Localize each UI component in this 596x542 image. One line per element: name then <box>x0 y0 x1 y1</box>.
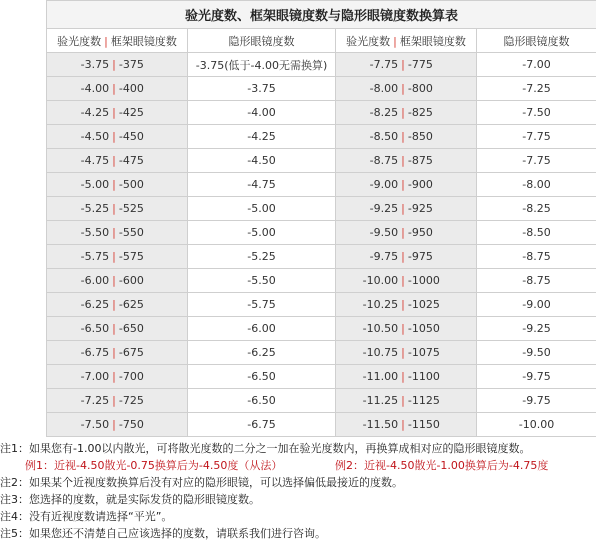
contact-value-left: -3.75 <box>188 77 336 101</box>
separator-bar: | <box>109 202 119 215</box>
frame-value: -925 <box>408 202 452 215</box>
sph-value: -8.25 <box>360 106 398 119</box>
sph-frame-cell-right <box>336 389 477 413</box>
contact-value-right: -7.00 <box>477 53 596 77</box>
sph-value: -7.25 <box>75 394 109 407</box>
sph-frame-cell-left <box>47 173 188 197</box>
separator-bar: | <box>390 35 400 48</box>
separator-bar: | <box>398 106 408 119</box>
table-row <box>47 365 596 389</box>
separator-bar: | <box>398 394 408 407</box>
sph-frame-cell-left <box>47 389 188 413</box>
contact-value-right: -8.75 <box>477 245 596 269</box>
contact-value-right: -8.00 <box>477 173 596 197</box>
table-row <box>47 173 596 197</box>
sph-frame-cell-right <box>336 341 477 365</box>
contact-value-left: -6.75 <box>188 413 336 437</box>
separator-bar: | <box>398 298 408 311</box>
frame-value: -1150 <box>408 418 452 431</box>
separator-bar: | <box>109 106 119 119</box>
contact-value-right: -10.00 <box>477 413 596 437</box>
table-row <box>47 149 596 173</box>
sph-frame-cell-right <box>336 173 477 197</box>
header-frame-label: 框架眼镜度数 <box>400 35 466 48</box>
contact-value-right: -7.75 <box>477 149 596 173</box>
table-row <box>47 269 596 293</box>
sph-frame-cell-left <box>47 365 188 389</box>
sph-value: -10.75 <box>360 346 398 359</box>
separator-bar: | <box>109 418 119 431</box>
separator-bar: | <box>109 250 119 263</box>
separator-bar: | <box>398 274 408 287</box>
note-5: 注5：如果您还不清楚自己应该选择的度数，请联系我们进行咨询。 <box>0 525 596 542</box>
separator-bar: | <box>109 178 119 191</box>
separator-bar: | <box>398 226 408 239</box>
table-row <box>47 317 596 341</box>
sph-value: -9.25 <box>360 202 398 215</box>
frame-value: -1000 <box>408 274 452 287</box>
sph-frame-cell-right <box>336 53 477 77</box>
contact-value-right: -9.75 <box>477 389 596 413</box>
contact-value-right: -8.50 <box>477 221 596 245</box>
sph-frame-cell-right <box>336 413 477 437</box>
contact-value-right: -7.75 <box>477 125 596 149</box>
header-sph-label: 验光度数 <box>346 35 390 48</box>
frame-value: -425 <box>119 106 159 119</box>
sph-value: -4.25 <box>75 106 109 119</box>
contact-value-left: -5.00 <box>188 221 336 245</box>
header-contact-right: 隐形眼镜度数 <box>477 29 596 53</box>
sph-frame-cell-right <box>336 269 477 293</box>
frame-value: -975 <box>408 250 452 263</box>
note-2: 注2：如果某个近视度数换算后没有对应的隐形眼镜，可以选择偏低最接近的度数。 <box>0 474 596 491</box>
frame-value: -1025 <box>408 298 452 311</box>
sph-value: -5.75 <box>75 250 109 263</box>
conversion-table-container <box>46 0 596 437</box>
frame-value: -875 <box>408 154 452 167</box>
sph-value: -9.00 <box>360 178 398 191</box>
table-row <box>47 101 596 125</box>
table-row <box>47 293 596 317</box>
separator-bar: | <box>398 322 408 335</box>
header-contact-left: 隐形眼镜度数 <box>188 29 336 53</box>
frame-value: -600 <box>119 274 159 287</box>
separator-bar: | <box>109 154 119 167</box>
example-2: 例2：近视-4.50散光-1.00换算后为-4.75度 <box>335 457 548 474</box>
frame-value: -525 <box>119 202 159 215</box>
frame-value: -850 <box>408 130 452 143</box>
separator-bar: | <box>398 130 408 143</box>
frame-value: -650 <box>119 322 159 335</box>
sph-value: -7.75 <box>360 58 398 71</box>
example-1: 例1：近视-4.50散光-0.75换算后为-4.50度（从法） <box>25 457 335 474</box>
frame-value: -725 <box>119 394 159 407</box>
contact-value-left: -4.00 <box>188 101 336 125</box>
sph-value: -8.75 <box>360 154 398 167</box>
separator-bar: | <box>101 35 111 48</box>
contact-value-left: -3.75(低于-4.00无需换算) <box>188 53 336 77</box>
table-row <box>47 125 596 149</box>
contact-value-left: -5.25 <box>188 245 336 269</box>
sph-frame-cell-right <box>336 77 477 101</box>
table-row <box>47 197 596 221</box>
sph-frame-cell-right <box>336 125 477 149</box>
sph-value: -10.25 <box>360 298 398 311</box>
sph-value: -9.75 <box>360 250 398 263</box>
table-row <box>47 341 596 365</box>
separator-bar: | <box>398 370 408 383</box>
sph-frame-cell-left <box>47 53 188 77</box>
contact-value-right: -8.75 <box>477 269 596 293</box>
table-row <box>47 221 596 245</box>
frame-value: -700 <box>119 370 159 383</box>
separator-bar: | <box>109 58 119 71</box>
contact-value-right: -9.00 <box>477 293 596 317</box>
sph-frame-cell-left <box>47 293 188 317</box>
frame-value: -575 <box>119 250 159 263</box>
separator-bar: | <box>398 178 408 191</box>
sph-value: -4.75 <box>75 154 109 167</box>
separator-bar: | <box>398 154 408 167</box>
frame-value: -950 <box>408 226 452 239</box>
separator-bar: | <box>398 346 408 359</box>
sph-value: -5.25 <box>75 202 109 215</box>
sph-frame-cell-right <box>336 221 477 245</box>
sph-frame-cell-left <box>47 269 188 293</box>
separator-bar: | <box>109 322 119 335</box>
sph-value: -10.00 <box>360 274 398 287</box>
separator-bar: | <box>109 82 119 95</box>
sph-value: -6.75 <box>75 346 109 359</box>
separator-bar: | <box>109 226 119 239</box>
sph-frame-cell-right <box>336 245 477 269</box>
sph-value: -10.50 <box>360 322 398 335</box>
note-3: 注3：您选择的度数，就是实际发货的隐形眼镜度数。 <box>0 491 596 508</box>
sph-value: -3.75 <box>75 58 109 71</box>
frame-value: -675 <box>119 346 159 359</box>
sph-value: -9.50 <box>360 226 398 239</box>
contact-value-left: -5.75 <box>188 293 336 317</box>
separator-bar: | <box>398 202 408 215</box>
table-row <box>47 53 596 77</box>
sph-frame-cell-left <box>47 125 188 149</box>
sph-value: -8.00 <box>360 82 398 95</box>
contact-value-left: -4.75 <box>188 173 336 197</box>
sph-frame-cell-right <box>336 197 477 221</box>
sph-frame-cell-left <box>47 149 188 173</box>
note-1: 注1：如果您有-1.00以内散光，可将散光度数的二分之一加在验光度数内，再换算成相对应的隐形眼镜度数。 <box>0 440 596 457</box>
contact-value-right: -7.50 <box>477 101 596 125</box>
separator-bar: | <box>109 370 119 383</box>
table-row <box>47 413 596 437</box>
sph-value: -11.50 <box>360 418 398 431</box>
table-row <box>47 245 596 269</box>
frame-value: -1050 <box>408 322 452 335</box>
sph-frame-cell-right <box>336 317 477 341</box>
notes-section <box>0 440 596 542</box>
header-sph-frame-right <box>336 29 477 53</box>
contact-value-right: -9.75 <box>477 365 596 389</box>
frame-value: -900 <box>408 178 452 191</box>
separator-bar: | <box>398 58 408 71</box>
contact-value-right: -9.25 <box>477 317 596 341</box>
contact-value-left: -6.50 <box>188 365 336 389</box>
frame-value: -625 <box>119 298 159 311</box>
frame-value: -450 <box>119 130 159 143</box>
contact-value-left: -5.50 <box>188 269 336 293</box>
frame-value: -825 <box>408 106 452 119</box>
header-frame-label: 框架眼镜度数 <box>111 35 177 48</box>
contact-value-left: -6.25 <box>188 341 336 365</box>
sph-value: -11.00 <box>360 370 398 383</box>
contact-value-left: -5.00 <box>188 197 336 221</box>
contact-value-right: -9.50 <box>477 341 596 365</box>
sph-value: -5.50 <box>75 226 109 239</box>
sph-value: -7.00 <box>75 370 109 383</box>
contact-value-right: -7.25 <box>477 77 596 101</box>
separator-bar: | <box>398 82 408 95</box>
sph-value: -6.00 <box>75 274 109 287</box>
sph-value: -11.25 <box>360 394 398 407</box>
sph-value: -6.25 <box>75 298 109 311</box>
sph-frame-cell-right <box>336 365 477 389</box>
sph-value: -7.50 <box>75 418 109 431</box>
frame-value: -775 <box>408 58 452 71</box>
frame-value: -800 <box>408 82 452 95</box>
separator-bar: | <box>398 418 408 431</box>
contact-value-left: -4.25 <box>188 125 336 149</box>
frame-value: -1100 <box>408 370 452 383</box>
sph-value: -6.50 <box>75 322 109 335</box>
frame-value: -1125 <box>408 394 452 407</box>
frame-value: -475 <box>119 154 159 167</box>
frame-value: -375 <box>119 58 159 71</box>
sph-frame-cell-left <box>47 101 188 125</box>
conversion-table <box>46 0 596 437</box>
table-title: 验光度数、框架眼镜度数与隐形眼镜度数换算表 <box>47 1 596 29</box>
separator-bar: | <box>109 346 119 359</box>
separator-bar: | <box>109 394 119 407</box>
frame-value: -1075 <box>408 346 452 359</box>
sph-frame-cell-right <box>336 149 477 173</box>
header-row <box>47 29 596 53</box>
sph-frame-cell-right <box>336 293 477 317</box>
sph-value: -5.00 <box>75 178 109 191</box>
contact-value-left: -6.50 <box>188 389 336 413</box>
separator-bar: | <box>398 250 408 263</box>
sph-frame-cell-left <box>47 77 188 101</box>
contact-value-right: -8.25 <box>477 197 596 221</box>
sph-frame-cell-left <box>47 317 188 341</box>
sph-value: -8.50 <box>360 130 398 143</box>
sph-value: -4.50 <box>75 130 109 143</box>
frame-value: -400 <box>119 82 159 95</box>
contact-value-left: -4.50 <box>188 149 336 173</box>
sph-frame-cell-left <box>47 197 188 221</box>
sph-frame-cell-left <box>47 341 188 365</box>
header-sph-frame-left <box>47 29 188 53</box>
contact-value-left: -6.00 <box>188 317 336 341</box>
separator-bar: | <box>109 130 119 143</box>
header-sph-label: 验光度数 <box>57 35 101 48</box>
sph-frame-cell-left <box>47 245 188 269</box>
sph-frame-cell-right <box>336 101 477 125</box>
table-row <box>47 389 596 413</box>
frame-value: -750 <box>119 418 159 431</box>
examples-line <box>0 457 596 474</box>
frame-value: -550 <box>119 226 159 239</box>
separator-bar: | <box>109 298 119 311</box>
separator-bar: | <box>109 274 119 287</box>
table-row <box>47 77 596 101</box>
frame-value: -500 <box>119 178 159 191</box>
sph-frame-cell-left <box>47 413 188 437</box>
note-4: 注4：没有近视度数请选择“平光”。 <box>0 508 596 525</box>
sph-value: -4.00 <box>75 82 109 95</box>
sph-frame-cell-left <box>47 221 188 245</box>
